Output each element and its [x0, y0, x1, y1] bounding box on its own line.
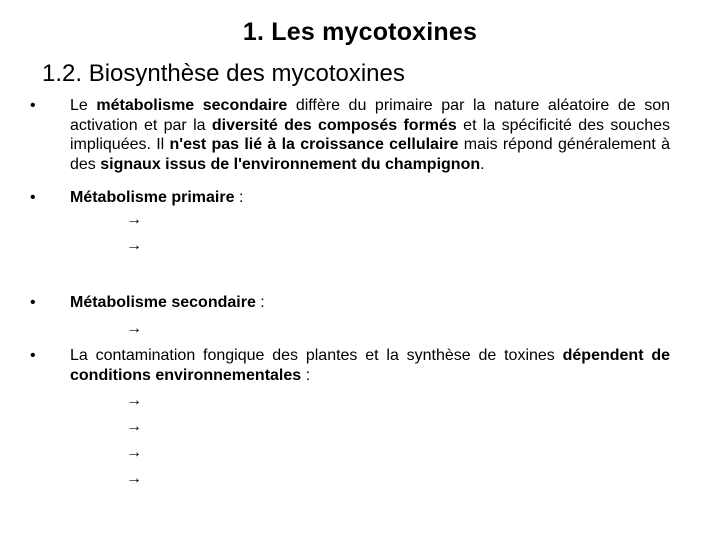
- arrow-icon: →: [126, 444, 142, 461]
- text-run: mais répond généralement à des: [70, 136, 670, 173]
- arrow-icon: →: [126, 211, 142, 228]
- bullet-dot: •: [30, 294, 36, 311]
- arrow-icon: →: [126, 392, 142, 409]
- bullet-text: [70, 346, 670, 385]
- bold-run: signaux issus de l'environnement du champignon: [100, 155, 481, 173]
- text-run: :: [234, 189, 244, 206]
- bold-run: Métabolisme secondaire: [70, 294, 256, 311]
- arrow-icon: →: [126, 470, 142, 487]
- bullet-dot: •: [30, 189, 36, 206]
- bullet-dot: •: [30, 97, 36, 114]
- text-run: et la spécificité des souches impliquées. Il: [70, 116, 670, 154]
- bold-run: Métabolisme primaire: [70, 189, 235, 206]
- text-run: :: [255, 294, 265, 311]
- slide-subtitle: 1.2. Biosynthèse des mycotoxines: [42, 60, 405, 87]
- bold-run: dépendent de conditions environnementales: [70, 347, 670, 384]
- bullet-text: [70, 96, 670, 174]
- text-run: diffère du primaire par la nature aléatoire de son activation et par la: [70, 97, 671, 134]
- text-run: .: [480, 155, 485, 173]
- bullet-dot: •: [30, 347, 36, 364]
- bold-run: métabolisme secondaire: [96, 97, 288, 114]
- text-run: :: [301, 366, 311, 384]
- bold-run: n'est pas lié à la croissance cellulaire: [169, 136, 459, 154]
- bullet-text: [70, 293, 670, 313]
- bold-run: diversité des composés formés: [211, 116, 457, 134]
- bullet-text: [70, 188, 670, 208]
- text-run: Le: [70, 97, 97, 114]
- arrow-icon: →: [126, 320, 142, 337]
- slide-title: 1. Les mycotoxines: [242, 18, 478, 46]
- arrow-icon: →: [126, 237, 142, 254]
- text-run: La contamination fongique des plantes et la synthèse de toxines: [70, 347, 563, 364]
- arrow-icon: →: [126, 418, 142, 435]
